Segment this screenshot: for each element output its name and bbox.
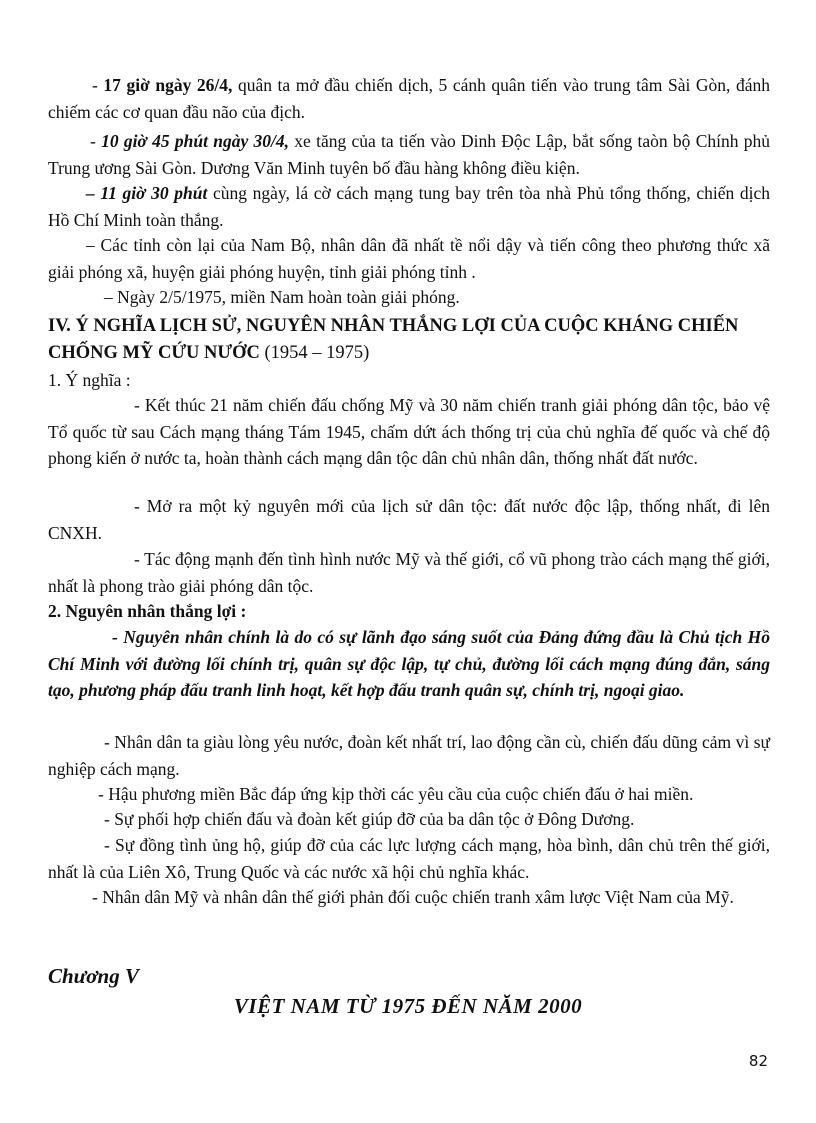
reason-5: - Sự đồng tình ủng hộ, giúp đỡ của các lực lượng cách mạng, hòa bình, dân chủ trên thế giới, nhất là của Liên Xô, Trung Quốc và các nước xã hội chủ nghĩa khác. [48, 835, 770, 882]
reason-2: - Nhân dân ta giàu lòng yêu nước, đoàn kết nhất trí, lao động cần cù, chiến đấu dũng cảm vì sự nghiệp cách mạng. [48, 732, 770, 779]
chapter-title: VIỆT NAM TỪ 1975 ĐẾN NĂM 2000 [233, 994, 583, 1018]
reason-6: - Nhân dân Mỹ và nhân dân thế giới phản đối cuộc chiến tranh xâm lược Việt Nam của Mỹ. [92, 887, 734, 907]
heading-text: IV. Ý NGHĨA LỊCH SỬ, NGUYÊN NHÂN THẮNG LỢI CỦA CUỘC KHÁNG CHIẾN CHỐNG MỸ CỨU NƯỚC [48, 316, 739, 363]
paragraph-nam-bo: – Các tỉnh còn lại của Nam Bộ, nhân dân đã nhất tề nổi dậy và tiến công theo phương thức xã giải phóng xã, huyện giải phóng huyện, tỉnh giải phóng tỉnh . [48, 235, 770, 282]
date-30-4: 10 giờ 45 phút ngày 30/4, [101, 131, 290, 151]
reason-4: - Sự phối hợp chiến đấu và đoàn kết giúp đỡ của ba dân tộc ở Đông Dương. [104, 809, 635, 829]
paragraph-text: cùng ngày, lá cờ cách mạng tung bay trên tòa nhà Phủ tổng thống, chiến dịch Hồ Chí Minh toàn thắng. [48, 183, 770, 230]
meaning-3: - Tác động mạnh đến tình hình nước Mỹ và thế giới, cổ vũ phong trào cách mạng thế giới, nhất là phong trào giải phóng dân tộc. [48, 549, 770, 596]
reason-1: - Nguyên nhân chính là do có sự lãnh đạo sáng suốt của Đảng đứng đầu là Chủ tịch Hồ Chí Minh với đường lối chính trị, quân sự độc lập, tự chủ, đường lối cách mạng đúng đắn, sáng tạo, phương pháp đấu tranh linh hoạt, kết hợp đấu tranh quân sự, chính trị, ngoại giao. [48, 627, 770, 700]
meaning-1: - Kết thúc 21 năm chiến đấu chống Mỹ và 30 năm chiến tranh giải phóng dân tộc, bảo vệ Tổ quốc từ sau Cách mạng tháng Tám 1945, chấm dứt ách thống trị của chủ nghĩa đế quốc và chế độ phong kiến ở nước ta, hoàn thành cách mạng dân tộc dân chủ nhân dân, thống nhất đất nước. [48, 395, 770, 468]
chapter-label: Chương V [48, 964, 139, 988]
time-11h30: – 11 giờ 30 phút [86, 183, 208, 203]
subheading-meaning [48, 367, 131, 393]
paragraph-26-4: - 17 giờ ngày 26/4, quân ta mở đầu chiến dịch, 5 cánh quân tiến vào trung tâm Sài Gòn, đánh chiếm các cơ quan đầu não của địch. [48, 75, 770, 122]
subheading-text: 2. Nguyên nhân thắng lợi : [48, 601, 247, 621]
date-26-4: 17 giờ ngày 26/4, [103, 75, 233, 95]
subheading-reasons [48, 598, 246, 624]
section-heading [48, 313, 770, 367]
meaning-2: - Mở ra một kỷ nguyên mới của lịch sử dân tộc: đất nước độc lập, thống nhất, đi lên CNXH. [48, 496, 770, 543]
paragraph-text: quân ta mở đầu chiến dịch, 5 cánh quân tiến vào trung tâm Sài Gòn, đánh chiếm các cơ quan đầu não của địch. [48, 75, 770, 122]
paragraph-text: xe tăng của ta tiến vào Dinh Độc Lập, bắt sống taòn bộ Chính phủ Trung ương Sài Gòn. Dương Văn Minh tuyên bố đầu hàng không điều kiện. [48, 131, 770, 178]
paragraph-2-5-1975: – Ngày 2/5/1975, miền Nam hoàn toàn giải phóng. [104, 287, 460, 307]
paragraph-30-4: - 10 giờ 45 phút ngày 30/4, xe tăng của ta tiến vào Dinh Độc Lập, bắt sống taòn bộ Chính phủ Trung ương Sài Gòn. Dương Văn Minh tuyên bố đầu hàng không điều kiện. [48, 131, 770, 178]
page-number: 82 [748, 1052, 768, 1070]
subheading-text: 1. Ý nghĩa : [48, 370, 131, 390]
paragraph-11h30 [48, 180, 770, 233]
reason-3: - Hậu phương miền Bắc đáp ứng kịp thời các yêu cầu của cuộc chiến đấu ở hai miền. [98, 784, 694, 804]
heading-years: (1954 – 1975) [259, 343, 370, 363]
